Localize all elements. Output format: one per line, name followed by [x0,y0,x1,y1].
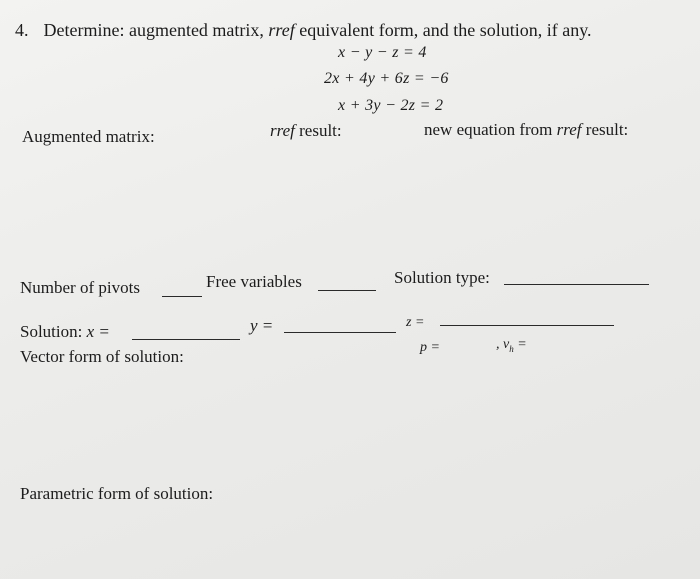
solution-label: Solution: x = [20,322,110,341]
y-blank[interactable] [284,332,396,333]
vector-form-label: Vector form of solution: [20,347,184,366]
equation-3: x + 3y − 2z = 2 [338,97,444,114]
z-blank[interactable] [440,325,614,326]
x-blank[interactable] [132,339,240,340]
pivots-blank[interactable] [162,296,202,297]
free-variables-label: Free variables [206,272,302,291]
pivots-label: Number of pivots [20,278,140,297]
question-number: 4. [15,20,29,40]
z-label: z = [406,315,425,330]
equation-2: 2x + 4y + 6z = −6 [324,70,449,87]
question-suffix: equivalent form, and the solution, if any. [294,20,592,40]
question-prefix: Determine: augmented matrix, [43,20,269,40]
solution-type-label: Solution type: [394,268,490,287]
free-variables-blank[interactable] [318,290,376,291]
rref-result-label: rref result: [270,121,342,140]
vh-label: , $v_h$ = [496,337,527,354]
solution-type-blank[interactable] [504,284,649,285]
equation-1: x − y − z = 4 [338,44,427,61]
question-rref: rref [268,20,295,40]
new-equation-label: new equation from rref result: [424,120,629,139]
parametric-form-label: Parametric form of solution: [20,484,214,503]
y-label: y = [250,316,274,335]
question-heading [15,20,592,41]
augmented-matrix-label: Augmented matrix: [22,127,155,146]
p-label: p = [420,340,440,355]
